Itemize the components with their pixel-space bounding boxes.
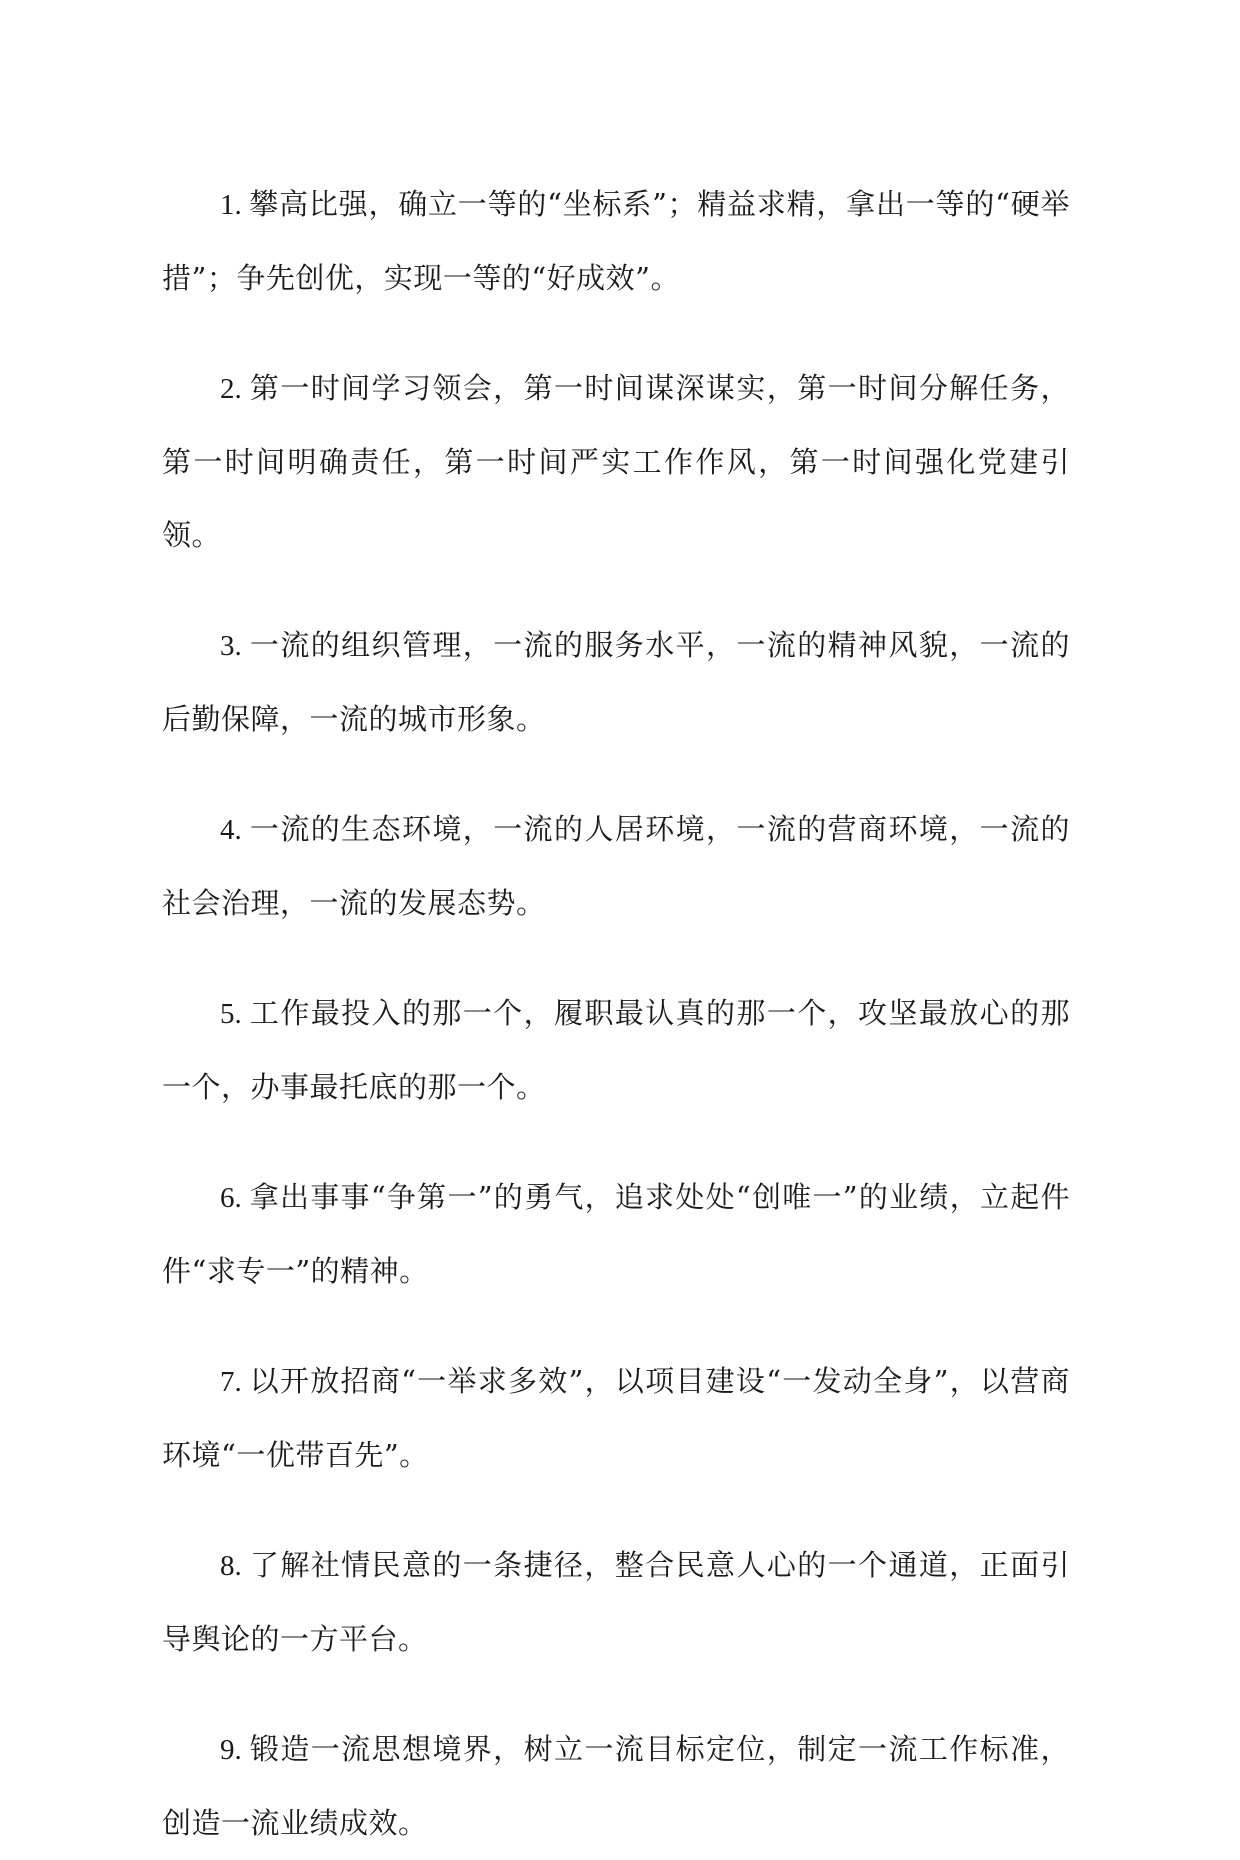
list-item xyxy=(162,352,1070,572)
item-text: 一流的组织管理，一流的服务水平，一流的精神风貌，一流的后勤保障，一流的城市形象。 xyxy=(162,628,1071,736)
item-text: 一流的生态环境，一流的人居环境，一流的营商环境，一流的社会治理，一流的发展态势。 xyxy=(162,812,1071,920)
list-item xyxy=(162,168,1070,315)
item-number: 1. xyxy=(220,189,250,221)
list-item xyxy=(162,1161,1070,1308)
list-item xyxy=(162,1713,1070,1860)
item-text: 工作最投入的那一个，履职最认真的那一个，攻坚最放心的那一个，办事最托底的那一个。 xyxy=(162,996,1071,1104)
list-item xyxy=(162,609,1070,756)
item-number: 2. xyxy=(220,373,250,405)
list-item xyxy=(162,793,1070,940)
item-text: 攀高比强，确立一等的“坐标系”；精益求精，拿出一等的“硬举措”；争先创优，实现一等的“好成效”。 xyxy=(162,187,1071,295)
item-number: 3. xyxy=(220,630,250,662)
list-item xyxy=(162,1345,1070,1492)
item-number: 9. xyxy=(220,1734,250,1766)
item-number: 6. xyxy=(220,1182,250,1214)
item-number: 8. xyxy=(220,1550,250,1582)
list-item xyxy=(162,977,1070,1124)
list-item xyxy=(162,1529,1070,1676)
item-text: 了解社情民意的一条捷径，整合民意人心的一个通道，正面引导舆论的一方平台。 xyxy=(162,1548,1071,1656)
item-number: 7. xyxy=(220,1366,250,1398)
item-text: 拿出事事“争第一”的勇气，追求处处“创唯一”的业绩，立起件件“求专一”的精神。 xyxy=(162,1180,1070,1288)
item-text: 第一时间学习领会，第一时间谋深谋实，第一时间分解任务，第一时间明确责任，第一时间严实工作作风，第一时间强化党建引领。 xyxy=(162,371,1071,552)
item-text: 以开放招商“一举求多效”，以项目建设“一发动全身”，以营商环境“一优带百先”。 xyxy=(162,1364,1070,1472)
item-text: 锻造一流思想境界，树立一流目标定位，制定一流工作标准，创造一流业绩成效。 xyxy=(162,1732,1071,1840)
item-number: 5. xyxy=(220,998,250,1030)
item-number: 4. xyxy=(220,814,250,846)
